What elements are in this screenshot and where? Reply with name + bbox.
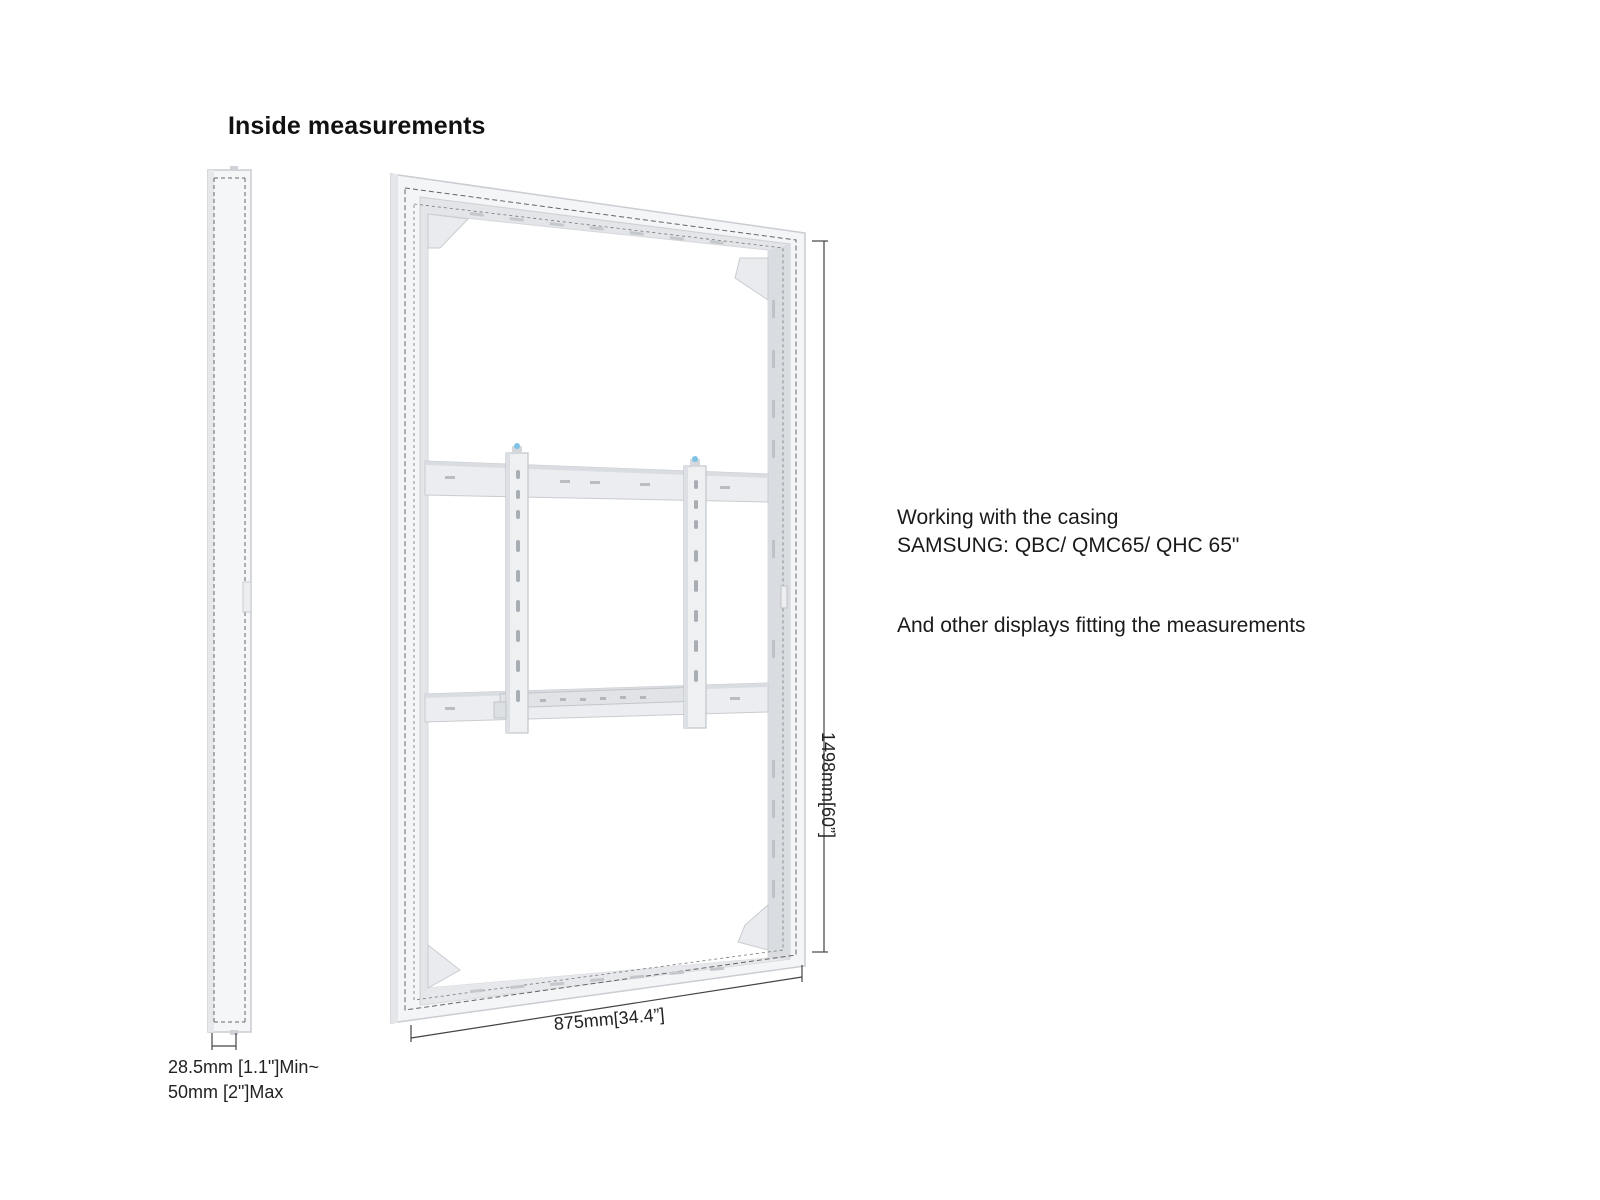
other-displays-note: And other displays fitting the measurements xyxy=(897,614,1306,637)
depth-dimension-marker xyxy=(212,1033,236,1050)
compatibility-line-2: SAMSUNG: QBC/ QMC65/ QHC 65" xyxy=(897,534,1240,557)
compatibility-info xyxy=(897,504,1239,560)
compatibility-line-1: Working with the casing xyxy=(897,506,1119,529)
width-dimension-label: 875mm[34.4”] xyxy=(553,1004,666,1034)
screw-icon xyxy=(692,456,698,462)
depth-dimension-label xyxy=(168,1055,319,1105)
depth-max-text: 50mm [2"]Max xyxy=(168,1082,284,1102)
height-dimension-label: 1498mm[60”] xyxy=(818,732,838,839)
main-frame xyxy=(391,174,805,1023)
side-profile xyxy=(208,166,251,1035)
right-bracket xyxy=(684,456,706,728)
depth-min-text: 28.5mm [1.1"]Min~ xyxy=(168,1057,319,1077)
screw-icon xyxy=(514,443,520,449)
height-dimension-line xyxy=(812,241,828,952)
page-title: Inside measurements xyxy=(228,112,486,140)
